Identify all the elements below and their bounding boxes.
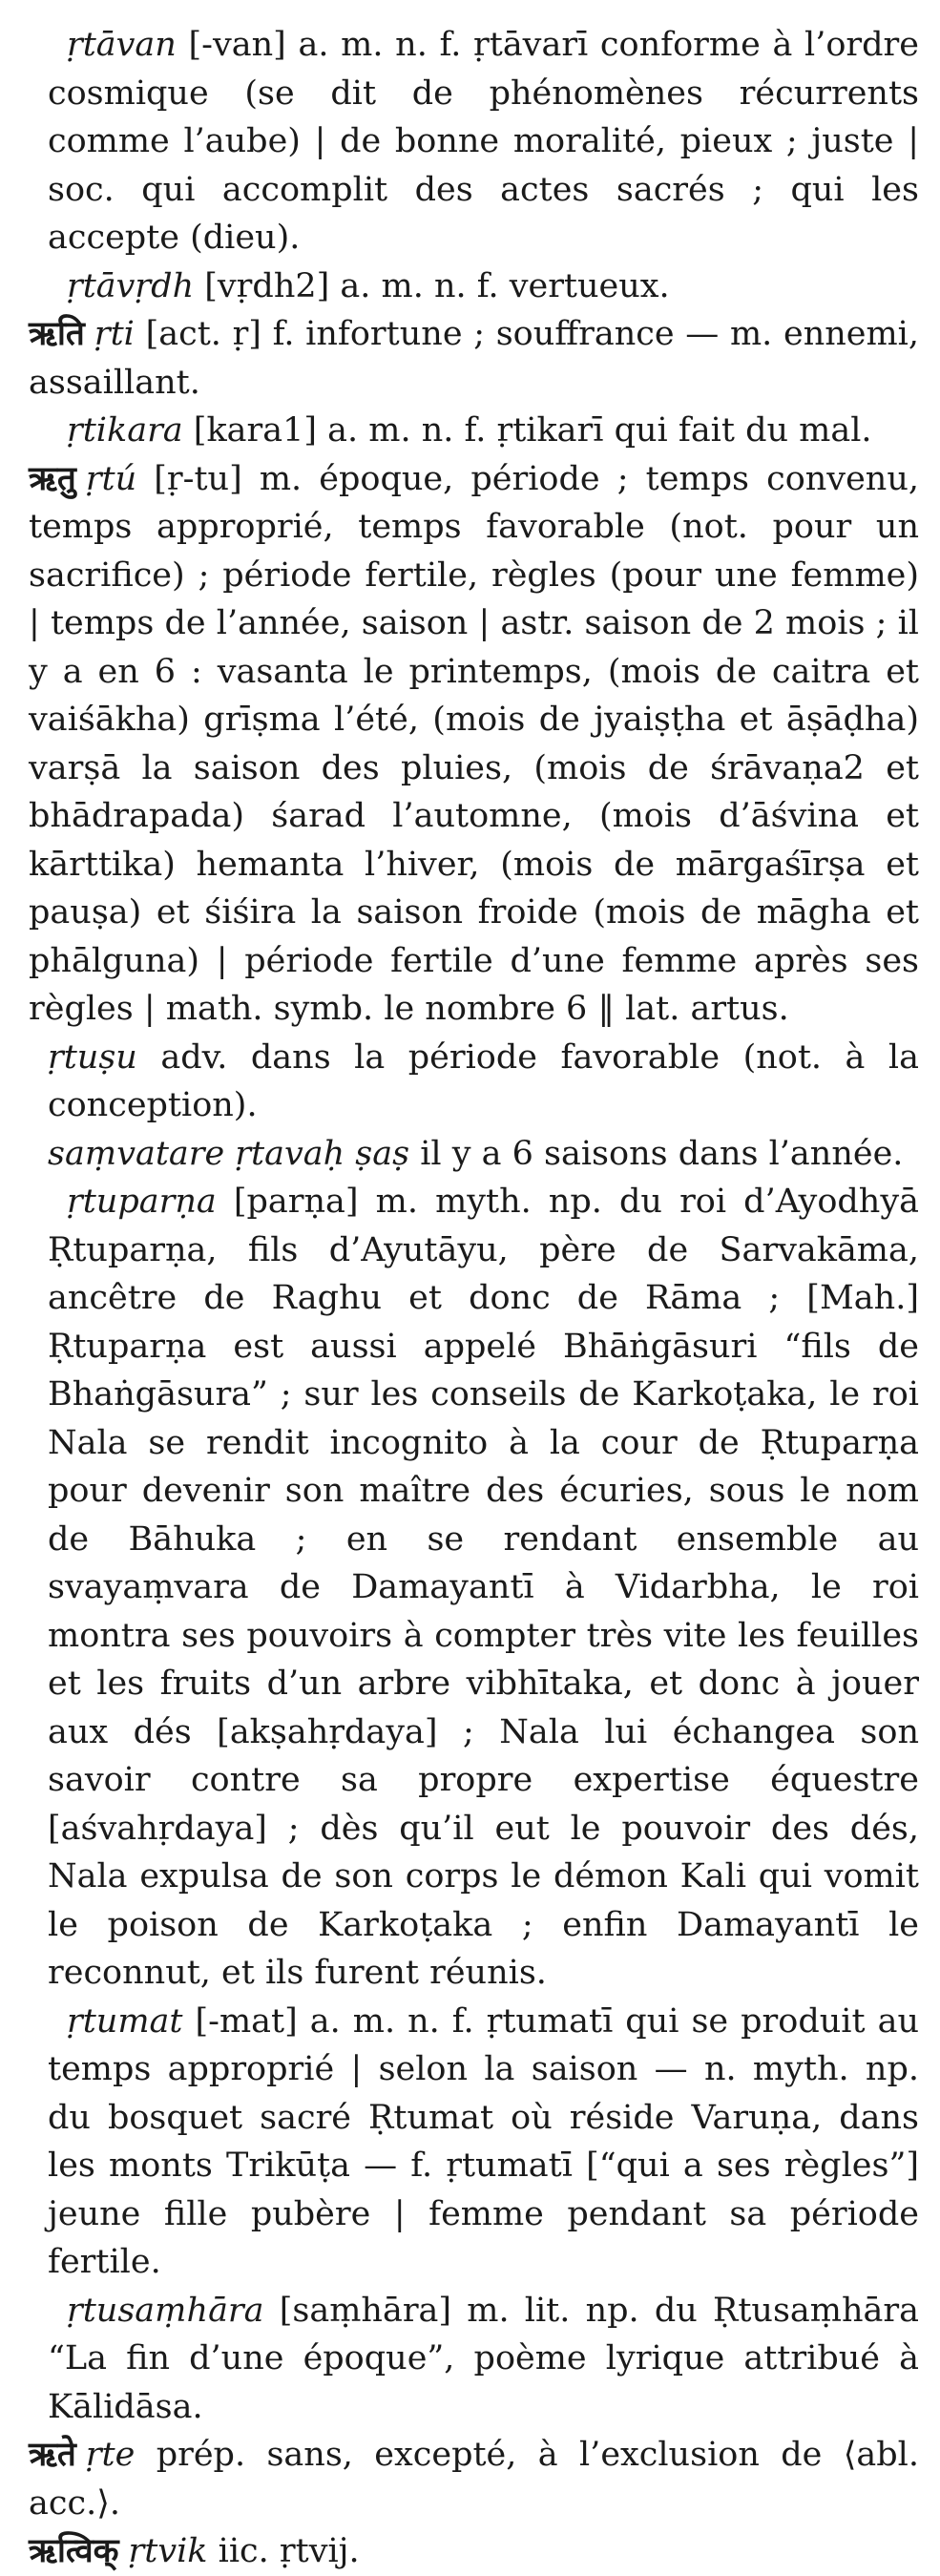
devanagari-headword: ऋत्विक् bbox=[29, 2531, 119, 2570]
headword: ṛtvik bbox=[128, 2532, 208, 2570]
entry-rtuparna bbox=[48, 1178, 919, 1998]
entry-rtusu bbox=[48, 1034, 919, 1130]
definition: iic. ṛtvij. bbox=[207, 2532, 360, 2570]
entry-rtusamhara bbox=[48, 2287, 919, 2432]
definition: [vṛdh2] a. m. n. f. vertueux. bbox=[194, 266, 670, 305]
headword: ṛte bbox=[85, 2436, 136, 2474]
headword: ṛti bbox=[94, 315, 135, 353]
headword: ṛtuṣu bbox=[48, 1037, 137, 1077]
definition: [parṇa] m. myth. np. du roi d’Ayodhyā Ṛtuparṇa, fils d’Ayutāyu, père de Sarvakāma, ancêtre de Raghu et donc de Rāma ; [Mah.] Ṛtuparṇa est aussi appelé Bhāṅgāsuri “fils de Bhaṅgāsura” ; sur les conseils de Karkoṭaka, le roi Nala se rendit incognito à la cour de Ṛtuparṇa pour devenir son maître des écuries, sous le nom de Bāhuka ; en se rendant ensemble au svayaṃvara de Damayantī à Vidarbha, le roi montra ses pouvoirs à compter très vite les feuilles et les fruits d’un arbre vibhītaka, et donc à jouer aux dés [akṣahṛdaya] ; Nala lui échangea son savoir contre sa propre expertise équestre [aśvahṛdaya] ; dès qu’il eut le pouvoir des dés, Nala expulsa de son corps le démon Kali qui vomit le poison de Karkoṭaka ; enfin Damayantī le reconnut, et ils furent réunis. bbox=[48, 1183, 919, 1992]
devanagari-headword: ऋति bbox=[29, 314, 85, 353]
headword: ṛtuparṇa bbox=[67, 1183, 217, 1221]
headword: ṛtumat bbox=[67, 2001, 183, 2041]
definition: [act. ṛ] f. infortune ; souffrance — m. ennemi, assaillant. bbox=[29, 315, 919, 402]
definition: adv. dans la période favorable (not. à la conception). bbox=[48, 1037, 919, 1124]
definition: prép. sans, excepté, à l’exclusion de ⟨abl. acc.⟩. bbox=[29, 2436, 919, 2523]
devanagari-headword: ऋते bbox=[29, 2435, 76, 2474]
definition: il y a 6 saisons dans l’année. bbox=[409, 1134, 904, 1173]
entry-rte bbox=[29, 2431, 919, 2527]
entry-rti bbox=[29, 310, 919, 407]
definition: [saṃhāra] m. lit. np. du Ṛtusaṃhāra “La fin d’une époque”, poème lyrique attribué à Kālidāsa. bbox=[48, 2291, 919, 2426]
entry-rtikara bbox=[48, 407, 919, 455]
entry-rtavrdh bbox=[48, 262, 919, 311]
definition: [-van] a. m. n. f. ṛtāvarī conforme à l’ordre cosmique (se dit de phénomènes récurrents comme l’aube) | de bonne moralité, pieux ; juste | soc. qui accomplit des actes sacrés ; qui les accepte (dieu). bbox=[48, 26, 919, 257]
headword: ṛtāvṛdh bbox=[67, 266, 195, 305]
entry-rtumat bbox=[48, 1998, 919, 2287]
definition: [-mat] a. m. n. f. ṛtumatī qui se produit au temps approprié | selon la saison — n. myth. np. du bosquet sacré Ṛtumat où réside Varuṇa, dans les monts Trikūṭa — f. ṛtumatī [“qui a ses règles”] jeune fille pubère | femme pendant sa période fertile. bbox=[48, 2001, 919, 2281]
headword: ṛtāvan bbox=[67, 26, 177, 64]
headword: saṃvatare ṛtavaḥ ṣaṣ bbox=[48, 1134, 410, 1173]
entry-rtavan bbox=[48, 21, 919, 262]
headword: ṛtú bbox=[85, 459, 137, 498]
definition: [kara1] a. m. n. f. ṛtikarī qui fait du mal. bbox=[182, 411, 872, 450]
entry-rtvik bbox=[29, 2527, 919, 2576]
entry-rtu bbox=[29, 455, 919, 1034]
headword: ṛtusaṃhāra bbox=[67, 2291, 264, 2330]
devanagari-headword: ऋतु bbox=[29, 458, 76, 498]
entry-samvatare bbox=[48, 1130, 919, 1179]
definition: [ṛ-tu] m. époque, période ; temps convenu, temps approprié, temps favorable (not. pour un sacrifice) ; période fertile, règles (pour une femme) | temps de l’année, saison | astr. saison de 2 mois ; il y a en 6 : vasanta le printemps, (mois de caitra et vaiśākha) grīṣma l’été, (mois de jyaiṣṭha et āṣāḍha) varṣā la saison des pluies, (mois de śrāvaṇa2 et bhādrapada) śarad l’automne, (mois d’āśvina et kārttika) hemanta l’hiver, (mois de mārgaśīrṣa et pauṣa) et śiśira la saison froide (mois de māgha et phālguna) | période fertile d’une femme après ses règles | math. symb. le nombre 6 ‖ lat. artus. bbox=[29, 459, 919, 1028]
headword: ṛtikara bbox=[67, 411, 183, 450]
